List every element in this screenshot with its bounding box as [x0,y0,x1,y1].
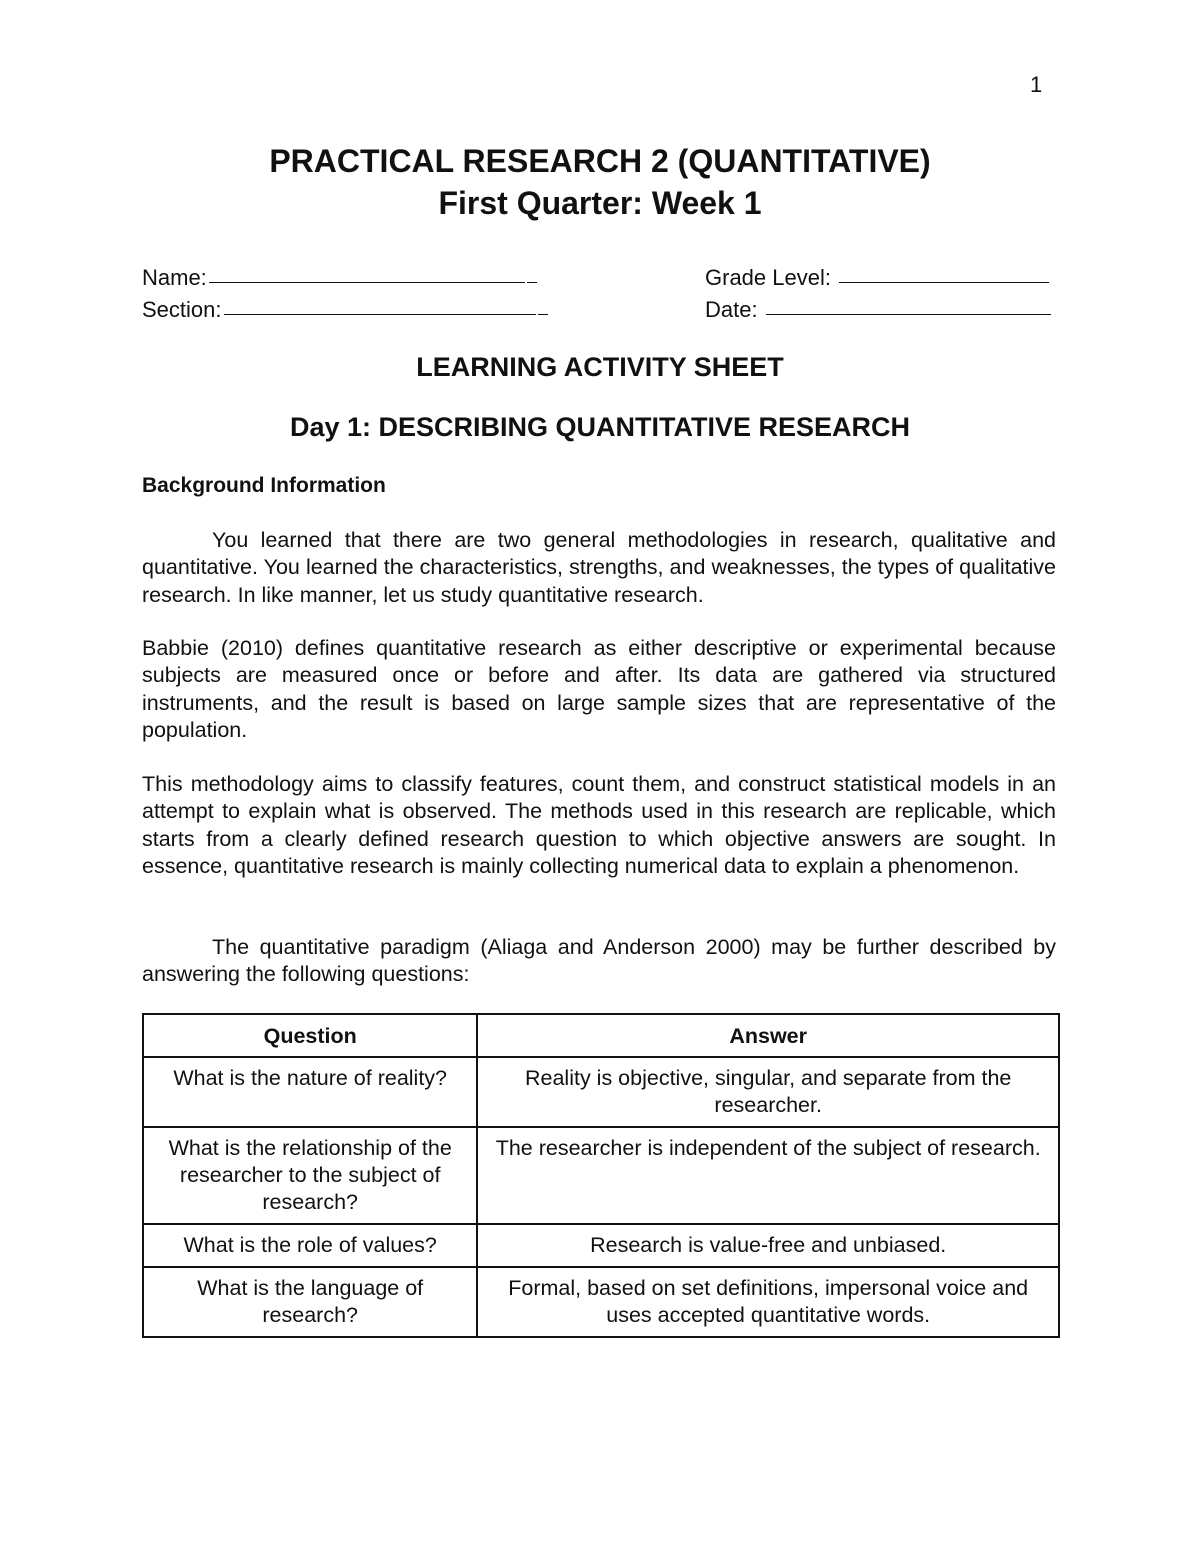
column-header-answer: Answer [477,1014,1059,1057]
quantitative-paradigm-table [142,1013,1060,1338]
answer-cell: The researcher is independent of the subject of research. [477,1127,1059,1224]
student-info-fields [142,262,1058,326]
grade-level-blank[interactable] [839,260,1049,283]
name-label: Name: [142,265,207,290]
title-line-1: PRACTICAL RESEARCH 2 (QUANTITATIVE) [269,143,931,179]
background-information-heading: Background Information [142,474,386,497]
date-label: Date: [705,297,758,322]
title-line-2: First Quarter: Week 1 [438,185,762,221]
question-cell: What is the role of values? [143,1224,477,1267]
question-cell: What is the language of research? [143,1267,477,1337]
page-number: 1 [1030,72,1043,97]
answer-cell: Research is value-free and unbiased. [477,1224,1059,1267]
question-cell: What is the relationship of the researcher to the subject of research? [143,1127,477,1224]
name-blank[interactable] [209,260,525,283]
day-heading: Day 1: DESCRIBING QUANTITATIVE RESEARCH [289,412,911,442]
table-row [143,1224,1059,1267]
section-blank[interactable] [224,292,536,315]
document-title [0,140,1200,224]
table-row [143,1127,1059,1224]
paragraph-1: You learned that there are two general methodologies in research, qualitative and quantitative. You learned the characteristics, strengths, and weaknesses, the types of qualitative research. In like manner, let us study quantitative research. [142,528,1056,607]
table-row [143,1267,1059,1337]
section-label: Section: [142,297,222,322]
column-header-question: Question [143,1014,477,1057]
question-cell: What is the nature of reality? [143,1057,477,1127]
section-blank-tail [538,292,548,315]
table-header-row [143,1014,1059,1057]
table-row [143,1057,1059,1127]
paragraph-3: This methodology aims to classify features, count them, and construct statistical models in an attempt to explain what is observed. The methods used in this research are replicable, which starts from a clearly defined research question to which objective answers are sought. In essence, quantitative research is mainly collecting numerical data to explain a phenomenon. [142,772,1056,878]
answer-cell: Reality is objective, singular, and separate from the researcher. [477,1057,1059,1127]
answer-cell: Formal, based on set definitions, impersonal voice and uses accepted quantitative words. [477,1267,1059,1337]
date-blank[interactable] [766,292,1051,315]
paragraph-4: The quantitative paradigm (Aliaga and Anderson 2000) may be further described by answering the following questions: [142,935,1056,987]
grade-level-label: Grade Level: [705,265,831,290]
name-blank-tail [527,260,537,283]
paragraph-2: Babbie (2010) defines quantitative research as either descriptive or experimental because subjects are measured once or before and after. Its data are gathered via structured instruments, and the result is based on large sample sizes that are representative of the population. [142,636,1056,742]
learning-activity-sheet-heading: LEARNING ACTIVITY SHEET [416,352,784,382]
